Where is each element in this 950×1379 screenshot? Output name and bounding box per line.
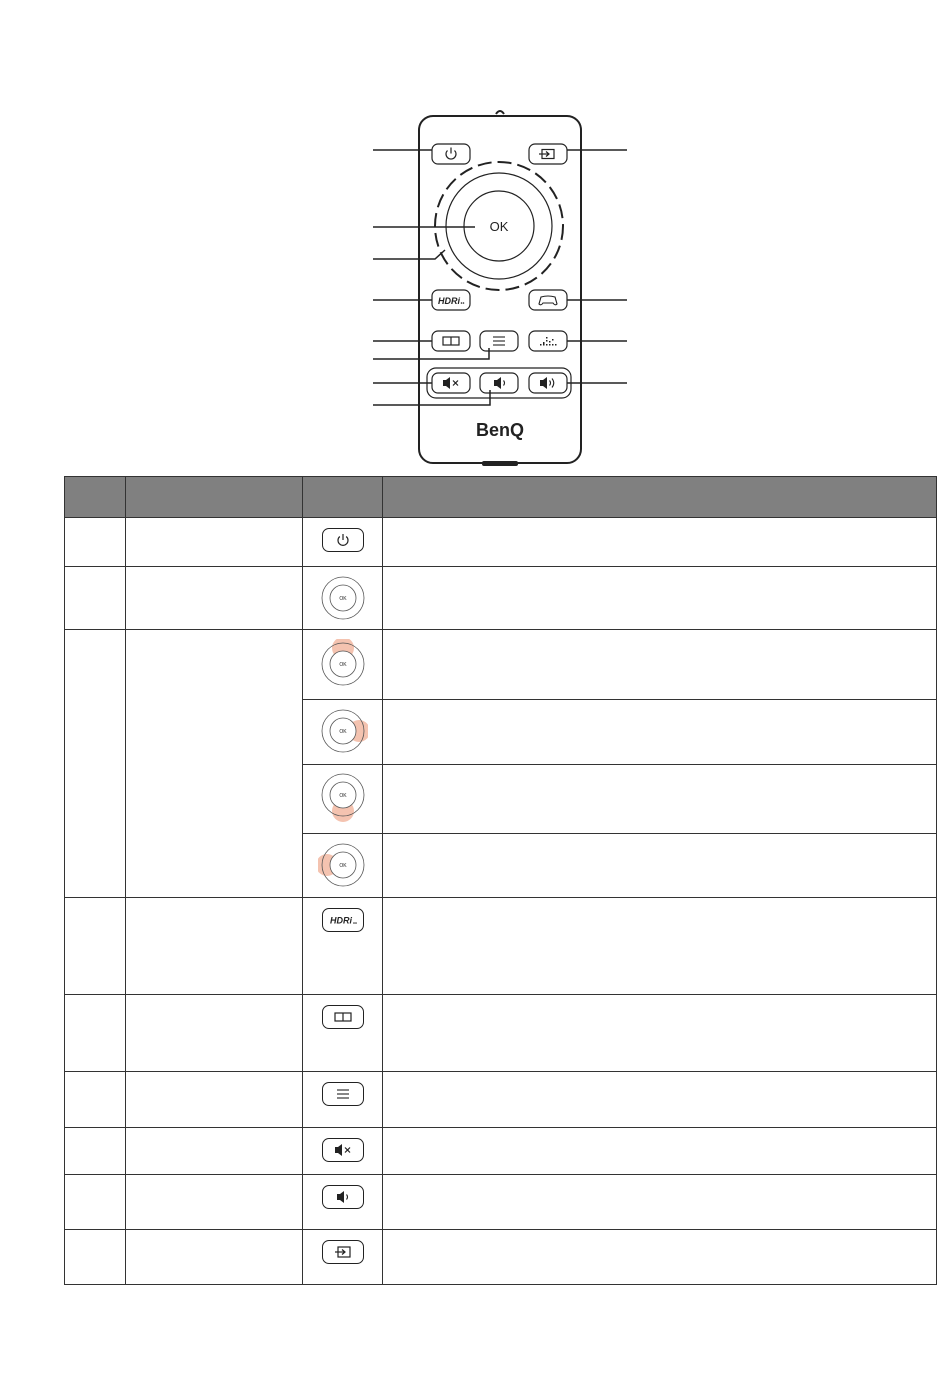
- hdri-icon: [322, 908, 364, 932]
- header-number: [65, 477, 126, 518]
- row-name: [126, 567, 303, 630]
- row-number: [65, 518, 126, 567]
- row-name: [126, 898, 303, 995]
- remote-keys-table: [64, 476, 937, 1285]
- table-row: [65, 898, 937, 995]
- row-description: [383, 630, 937, 700]
- ok-label: OK: [489, 219, 509, 234]
- dial-left-icon: [318, 840, 368, 890]
- row-name: [126, 1230, 303, 1285]
- row-description: [383, 567, 937, 630]
- split-screen-button: [432, 331, 470, 351]
- dial-up-icon: [318, 639, 368, 689]
- row-name: [126, 1128, 303, 1175]
- remote-drawing: [0, 0, 950, 470]
- row-name: [126, 518, 303, 567]
- svg-text:OK: OK: [338, 793, 347, 799]
- mute-button: [432, 373, 470, 393]
- game-mode-button: [529, 290, 567, 310]
- ok-dial-icon: [318, 573, 368, 623]
- row-name: [126, 995, 303, 1072]
- row-number: [65, 1072, 126, 1128]
- header-description: [383, 477, 937, 518]
- svg-text:OK: OK: [338, 863, 347, 869]
- row-number: [65, 1128, 126, 1175]
- row-description: [383, 898, 937, 995]
- brand-logo: BenQ: [475, 420, 525, 440]
- svg-text:OK: OK: [338, 729, 347, 735]
- row-description: [383, 1175, 937, 1230]
- table-row: [65, 567, 937, 630]
- input-icon: [322, 1240, 364, 1264]
- menu-icon: [322, 1082, 364, 1106]
- svg-text:OK: OK: [338, 662, 347, 668]
- dial-down-icon: [318, 770, 368, 824]
- row-number: [65, 630, 126, 898]
- table-row: [65, 1230, 937, 1285]
- row-description: [383, 1230, 937, 1285]
- row-name: [126, 630, 303, 898]
- split-screen-icon: [322, 1005, 364, 1029]
- table-row: [65, 518, 937, 567]
- row-description: [383, 995, 937, 1072]
- volume-down-button: [480, 373, 518, 393]
- table-header-row: [65, 477, 937, 518]
- row-number: [65, 1175, 126, 1230]
- row-number: [65, 995, 126, 1072]
- row-description: [383, 700, 937, 765]
- mute-icon: [322, 1138, 364, 1162]
- svg-text:HDRi: HDRi: [329, 915, 352, 926]
- row-description: [383, 1128, 937, 1175]
- dial-right-icon: [318, 706, 368, 756]
- table-row: [65, 1072, 937, 1128]
- row-description: [383, 834, 937, 898]
- menu-button: [480, 331, 518, 351]
- row-number: [65, 898, 126, 995]
- table-row: [65, 995, 937, 1072]
- table-row: [65, 1128, 937, 1175]
- hdri-button: [432, 290, 470, 310]
- table-row: [65, 1175, 937, 1230]
- row-description: [383, 765, 937, 834]
- volume-up-button: [529, 373, 567, 393]
- remote-illustration: [0, 0, 950, 470]
- row-name: [126, 1175, 303, 1230]
- header-name: [126, 477, 303, 518]
- row-number: [65, 1230, 126, 1285]
- power-button: [432, 144, 470, 164]
- svg-text:OK: OK: [338, 596, 347, 602]
- row-description: [383, 1072, 937, 1128]
- row-description: [383, 518, 937, 567]
- row-number: [65, 567, 126, 630]
- svg-text:HDRi: HDRi: [438, 296, 460, 306]
- row-name: [126, 1072, 303, 1128]
- volume-down-icon: [322, 1185, 364, 1209]
- input-button: [529, 144, 567, 164]
- table-row: [65, 630, 937, 700]
- header-icon: [303, 477, 383, 518]
- audio-mode-button: [529, 331, 567, 351]
- power-icon: [322, 528, 364, 552]
